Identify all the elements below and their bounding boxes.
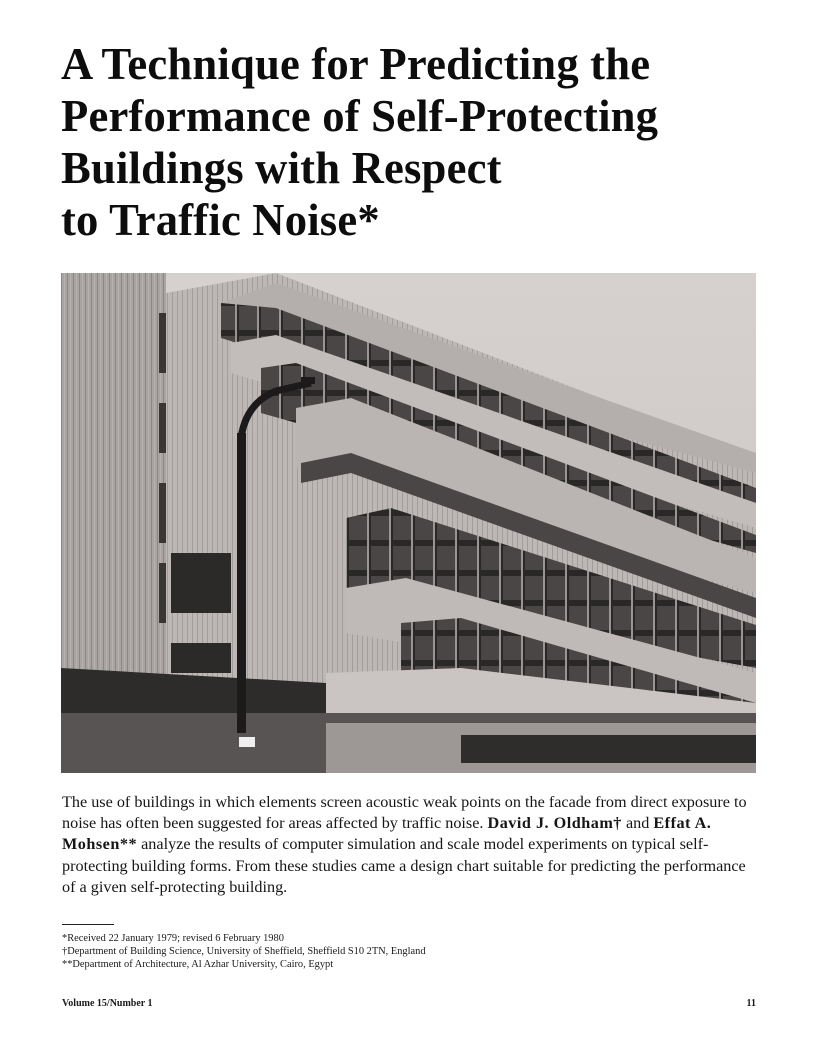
title-line: Buildings with Respect bbox=[61, 142, 502, 193]
abstract-text: analyze the results of computer simulation and scale model experiments on typical self-protecting building forms. From these studies came a design chart suitable for predicting the performance of a given self-protecting building. bbox=[62, 835, 746, 896]
footnote: **Department of Architecture, Al Azhar University, Cairo, Egypt bbox=[62, 959, 334, 970]
abstract-text: and bbox=[621, 814, 654, 833]
journal-volume: Volume 15/Number 1 bbox=[62, 998, 153, 1009]
abstract bbox=[62, 792, 756, 898]
article-title bbox=[61, 38, 740, 246]
author-name: David J. Oldham† bbox=[487, 814, 622, 833]
footnote: †Department of Building Science, University of Sheffield, Sheffield S10 2TN, England bbox=[62, 946, 426, 957]
author-name: Effat A. Mohsen** bbox=[62, 814, 712, 854]
footnote-divider bbox=[62, 924, 114, 925]
title-line: to Traffic Noise* bbox=[61, 194, 380, 245]
page-number: 11 bbox=[746, 998, 756, 1009]
title-line: A Technique for Predicting the bbox=[61, 38, 651, 89]
abstract-text: The use of buildings in which elements screen acoustic weak points on the facade from direct exposure to noise has often been suggested for areas affected by traffic noise. bbox=[62, 793, 747, 833]
footnotes bbox=[62, 932, 662, 971]
footnote: *Received 22 January 1979; revised 6 February 1980 bbox=[62, 933, 284, 944]
title-line: Performance of Self-Protecting bbox=[61, 90, 659, 141]
building-illustration bbox=[61, 273, 756, 773]
building-photo bbox=[61, 273, 756, 773]
